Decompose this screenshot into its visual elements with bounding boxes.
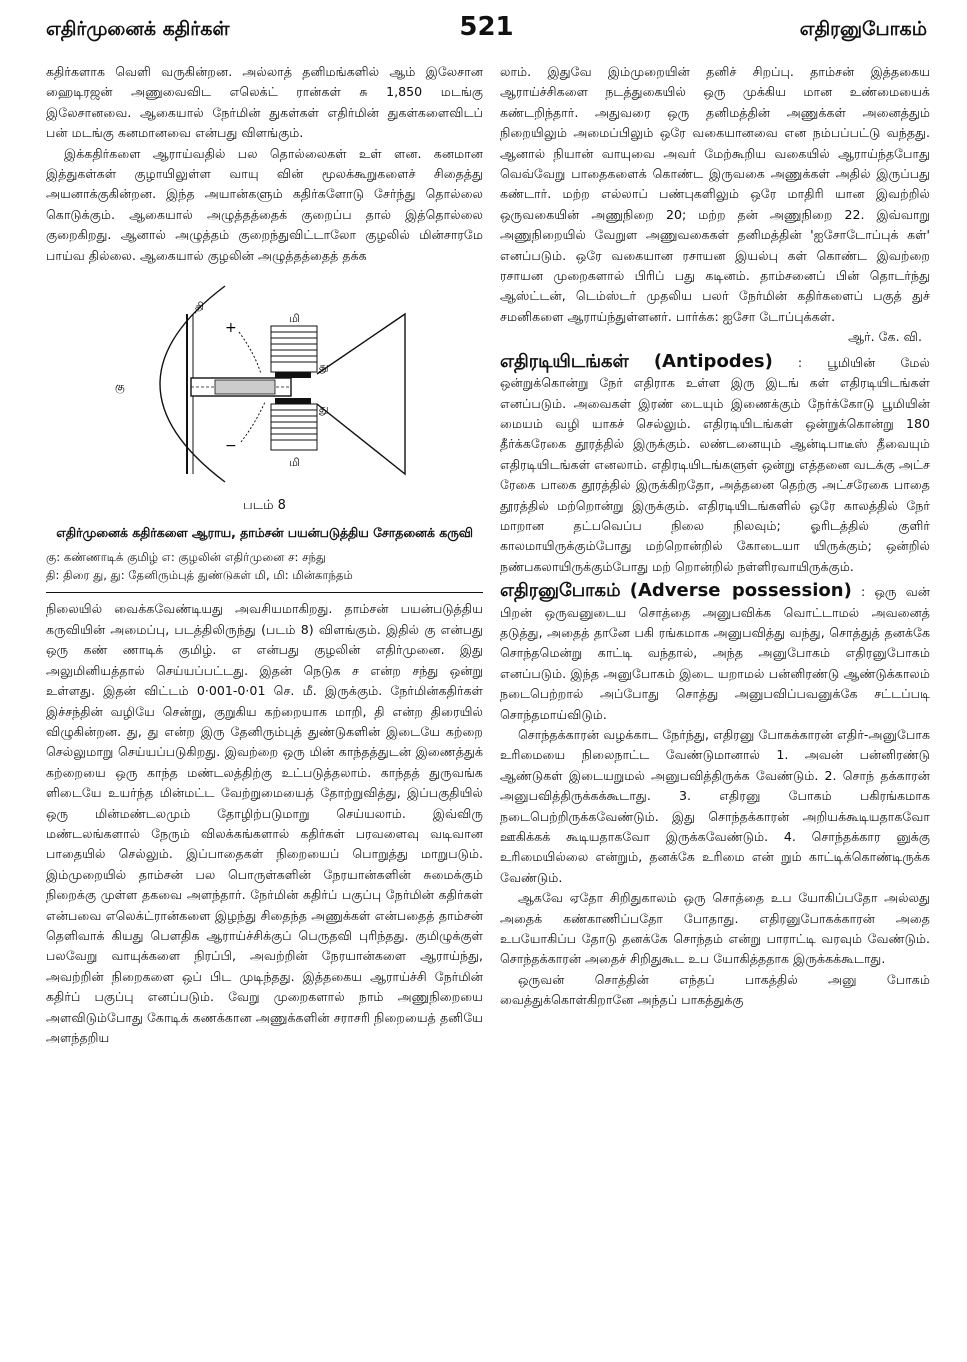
label-screen: தி bbox=[194, 300, 204, 314]
electromagnet-upper bbox=[271, 326, 317, 372]
page-header bbox=[46, 14, 927, 54]
iron-piece-upper bbox=[275, 372, 311, 378]
author-initials: ஆர். கே. வி. bbox=[848, 329, 922, 345]
iron-piece-lower bbox=[275, 398, 311, 404]
label-magnet-b: மி bbox=[288, 456, 300, 470]
label-bulb: கு bbox=[114, 380, 125, 394]
right-column bbox=[500, 62, 930, 1011]
entry-english-term: (Antipodes) bbox=[653, 350, 773, 372]
paragraph: நிலையில் வைக்கவேண்டியது அவசியமாகிறது. தாம்சன் பயன்படுத்திய கருவியின் அமைப்பு, படத்திலிருந்து (படம் 8) விளங்கும். இதில் கு என்பது ஒரு கண் ணாடிக் குமிழ். எ என்பது குழலின் எதிர்முனை. இது அலுமினியத்தால் செய்யப்பட்டது. இதன் நெடுக ச என்ற சந்து ஒன்று உள்ளது. இதன் விட்டம் 0·001-0·01 செ. மீ. இருக்கும். நேர்மின்கதிர்கள் இச்சந்தின் வழியே சென்று, குறுகிய கற்றையாக மாறி, தி என்ற திரையில் விழுகின்றன. து, து என்ற இரு தேனிரும்புத் துண்டுகளின் இடையே கற்றை செல்லுமாறு செய்யப்படுகிறது. இவற்றை ஒரு மின் காந்தத்துடன் இணைத்துக் கற்றையை ஒரு காந்த மண்டலத்திற்கு உட்படுத்தலாம். காந்தத் துருவங்க ளிடையே உயர்ந்த மின்மட்ட வேற்றுமையைத் தோற்றுவித்து, இப்பகுதியில் ஒரு மின்மண்டலமும் தோழிற்படுமாறு செய்யலாம். இவ்விரு மண்டலங்களால் நேரும் விலக்கங்களால் கதிர்கள் பரவளைவு வடிவான பாதையில் செல்லும். இப்பாதைகள் நிறையைப் பொறுத்து மாறுபடும். இம்முறையில் தாம்சன் பல பொருள்களின் நேரயான்களின் சுமைக்கும் நிறைக்கு முள்ள தகவை அளந்தார். நேர்மின் கதிர்ப் பகுப்பு நேர்மின் கதிர்கள் என்பவை எலெக்ட்ரான்களை இழந்து சிதைந்த அணுக்கள் என்பதைத் தாம்சன் தெளிவாக் கியது பௌதிக ஆராய்ச்சிக்குப் பெருதவி புரிந்தது. குமிழுக்குள் பலவேறு வாயுக்களை நிரப்பி, அவற்றின் நேரயான்களை ஆராய்ந்து, அவற்றின் நிறைகளை ஒப் பிட முடிந்தது. இத்தகைய ஆராய்ச்சி நேர்மின் கதிர்ப் பகுப்பு எனப்படும். வேறு முறைகளால் நாம் அணுநிறையை அளவிடும்போது கோடிக் கணக்கான அணுக்களின் சராசரி நிறையைத் தனியே அளந்தறிய bbox=[46, 601, 483, 1045]
figure-8 bbox=[46, 274, 483, 593]
electromagnet-lower bbox=[271, 404, 317, 450]
entry-text: : ஒரு வன் பிறன் ஒருவனுடைய சொத்தை அனுபவிக்க வொட்டாமல் அவனைத் தடுத்து, அதைத் தானே பகி ரங்கமாக அனுபவித்து வந்து, சொத்துத் தனக்கே சொந்தமென்று காட்டி வந்தால், அந்த அனுபோகம் எதிரனுபோகம் எனப்படும். இந்த அனுபோகம் இடை யறாமல் பன்னிரண்டு ஆண்டுக்காலம் நடைபெற்றால் அப்போது சொத்து அனுபவிப்பவனுக்கே சட்டப்படி சொந்தமாய்விடும். bbox=[500, 584, 930, 722]
figure-caption: எதிர்முனைக் கதிர்களை ஆராய, தாம்சன் பயன்படுத்திய சோதனைக் கருவி bbox=[56, 525, 473, 541]
label-plus: + bbox=[224, 320, 237, 337]
paragraph: லாம். இதுவே இம்முறையின் தனிச் சிறப்பு. தாம்சன் இத்தகைய ஆராய்ச்சிகளை நடத்துகையில் ஒரு முக்கிய மான உண்மையைக் கண்டறிந்தார். அதுவரை ஒரு தனிமத்தின் அணுக்கள் அனைத்தும் நிறையிலும் அமைப்பிலும் ஒரே வகையானவை என நம்பப்பட்டு வந்தது. ஆனால் நியான் வாயுவை அவர் மேற்கூறிய வகையில் ஆராய்ந்தபோது வெவ்வேறு பாதைகளைக் கொண்ட இருவகை அணுக்கள் அதில் இருப்பது கண்டார். மற்ற எல்லாப் பண்புகளிலும் ஒரே மாதிரி யான இவற்றில் ஒருவகையின் அணுநிறை 20; மற்ற தன் அணுநிறை 22. இவ்வாறு அணுநிறையில் வேறுள அணுவகைகள் தனிமத்தின் 'ஐசோடோப்புக் கள்' எனப்படும். ஒரே வகையான ரசாயன இயல்பு கள் கொண்ட இவற்றை ரசாயன முறைகளால் பிரிப் பது கடினம். தாம்சனைப் பின் தொடர்ந்து ஆஸ்ட்டன், டெம்ஸ்டர் முதலிய பலர் நேர்மின் கதிர்களைப் பகுத் துச் சமனிகளை ஆராய்ந்துள்ளனர். பார்க்க: ஐசோ டோப்புக்கள். bbox=[500, 64, 930, 324]
label-magnet-a: மி bbox=[288, 312, 300, 326]
label-iron-b: து bbox=[318, 402, 329, 416]
figure-divider bbox=[46, 592, 483, 593]
entry-term: எதிரனுபோகம் bbox=[500, 580, 621, 602]
screen-funnel bbox=[317, 314, 405, 474]
paragraph: இக்கதிர்களை ஆராய்வதில் பல தொல்லைகள் உள் ளன. கனமான இத்துகள்கள் குழாயிலுள்ள வாயு வின் மூலக்கூறுகளைச் சிதைத்து அயனாக்குகின்றன. இந்த அயான்களும் கதிர்களோடு சேர்ந்து தொல்லை கொடுக்கும். ஆகையால் அழுத்தத்தைக் குறைப்ப தால் இத்தொல்லை குறைகிறது. ஆனால் அழுத்தம் குறைந்துவிட்டாலோ குழலில் மின்சாரமே பாய்வ தில்லை. ஆகையால் குழலின் அழுத்தத்தைத் தக்க bbox=[46, 145, 483, 263]
legend-line: தி: திரை து, து: தேனிரும்புத் துண்டுகள் மி, மி: மின்காந்தம் bbox=[46, 568, 353, 583]
page-number: 521 bbox=[459, 12, 514, 42]
entry-adverse-possession bbox=[500, 581, 930, 725]
paragraph: கதிர்களாக வெளி வருகின்றன. அல்லாத் தனிமங்களில் ஆம் இலேசான ஹைடிரஜன் அணுவைவிட எலெக்ட் ரான்கள் சு 1,850 மடங்கு இலேசானவை. ஆகையால் நேர்மின் துகள்கள் எதிர்மின் துகள்களைவிடப் பன் மடங்கு கனமானவை என்பது விளங்கும். bbox=[46, 64, 483, 141]
thomson-apparatus-diagram bbox=[75, 274, 455, 494]
wire-plus bbox=[239, 332, 261, 374]
label-minus: − bbox=[224, 438, 237, 455]
entry-english-term: (Adverse possession) bbox=[629, 580, 852, 602]
left-column bbox=[46, 62, 483, 1048]
figure-legend bbox=[46, 548, 483, 584]
running-head-left: எதிர்முனைக் கதிர்கள் bbox=[46, 18, 230, 40]
running-head-right: எதிரனுபோகம் bbox=[799, 18, 927, 40]
figure-number: படம் 8 bbox=[243, 498, 286, 514]
paragraph: சொந்தக்காரன் வழக்காட நேர்ந்து, எதிரனு போகக்காரன் எதிர்-அனுபோக உரிமையை நிலைநாட்ட வேண்டுமானால் 1. அவன் பன்னிரண்டு ஆண்டுகள் இடையறுமல் அனுபவித்திருக்க வேண்டும். 2. சொந் தக்காரன் அனுபவித்திருக்கக்கூடாது. 3. எதிரனு போகம் பகிரங்கமாக நடைபெற்றிருக்கவேண்டும். இது சொந்தக்காரன் அறியக்கூடியதாகவோ ஊகிக்கக் கூடியதாகவோ இருக்கவேண்டும். 4. சொந்தக்கார னுக்கு உரிமையில்லை என்றும், தனக்கே உரிமை என் றும் காட்டிக்கொண்டிருக்க வேண்டும். bbox=[500, 727, 930, 885]
entry-term: எதிரடியிடங்கள் bbox=[500, 350, 629, 372]
paragraph: ஒருவன் சொத்தின் எந்தப் பாகத்தில் அனு போகம் வைத்துக்கொள்கிறானே அந்தப் பாகத்துக்கு bbox=[500, 971, 930, 1008]
wire-minus bbox=[241, 402, 265, 442]
paragraph: ஆகவே ஏதோ சிறிதுகாலம் ஒரு சொத்தை உப யோகிப்பதோ அல்லது அதைக் கண்காணிப்பதோ போதாது. எதிரனுபோகக்காரன் அதை உபயோகிப்ப தோடு தனக்கே சொந்தம் என்று பாராட்டி வரவும் வேண்டும். சொந்தக்காரன் அதைச் சிறிதுகூட உப யோகித்ததாக இருக்கக்கூடாது. bbox=[500, 890, 930, 967]
label-iron-a: து bbox=[318, 360, 329, 374]
legend-line: கு: கண்ணாடிக் குமிழ் எ: குழலின் எதிர்முனை ச: சந்து bbox=[46, 550, 327, 565]
entry-antipodes bbox=[500, 352, 930, 577]
entry-text: : பூமியின் மேல் ஒன்றுக்கொன்று நேர் எதிராக உள்ள இரு இடங் கள் எதிரடியிடங்கள் எனப்படும். அவைகள் இரண் டையும் இணைக்கும் நேர்க்கோடு பூமியின் மையம் வழி யாகச் செல்லும். எதிரடியிடங்கள் ஒன்றுக்கொன்று 180 தீர்க்கரேகை தூரத்தில் இருக்கும். லண்டனையும் ஆன்டிபாடீஸ் தீவையும் எதிரடியிடங்கள் எனலாம். எதிரடியிடங்களுள் ஒன்று எத்தனை வடக்கு அட்ச ரேகை பாகை தூரத்தில் இருக்கிறதோ, அத்தனை தெற்கு அட்சரேகை பாதை தூரத்தில் மற்றொன்று இருக்கும். எதிரடியிடங்களில் ஒரே காலத்தில் நேர் மாறான தட்பவெப்ப நிலை நிலவும்; ஓரிடத்தில் குளிர் காலமாயிருக்கும்போது மற்றொன்றில் கோடையா யிருக்கும்; ஒன்றில் நண்பகலாயிருக்கும்போது மற் றொன்றில் நள்ளிரவாயிருக்கும். bbox=[500, 354, 930, 574]
